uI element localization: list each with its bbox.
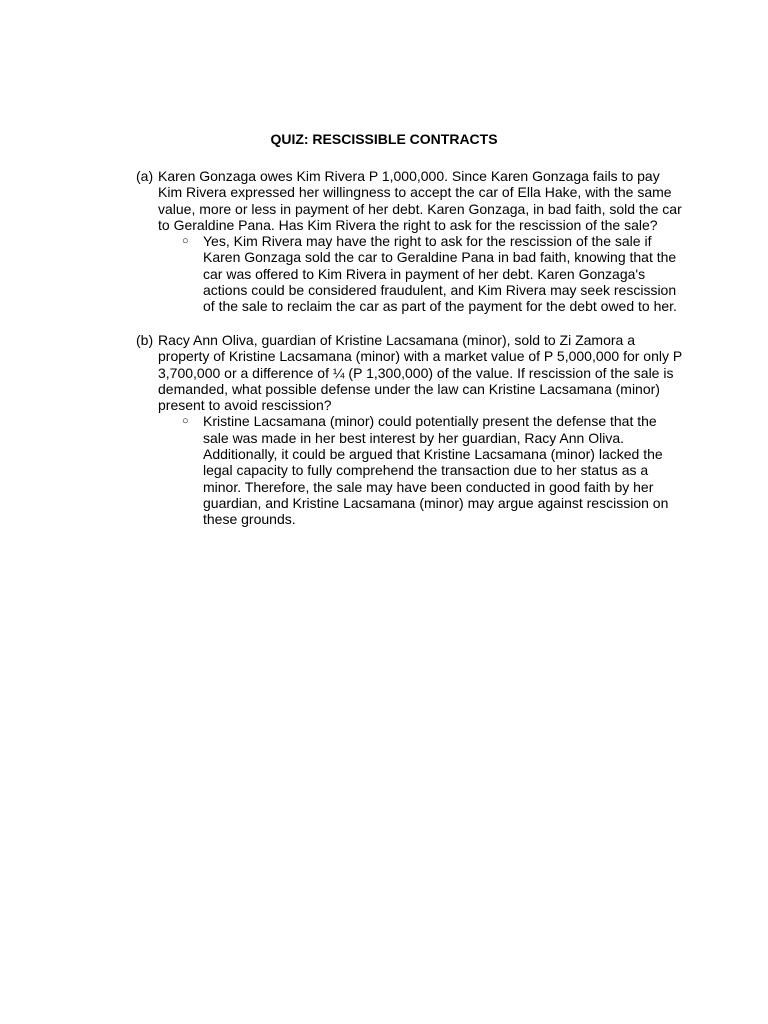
answer-a [182, 233, 696, 314]
question-b-row [136, 332, 696, 413]
answer-text: Yes, Kim Rivera may have the right to ask for the rescission of the sale if Karen Gonzaga sold the car to Geraldine Pana in bad faith, knowing that the car was offered to Kim Rivera in payment of her debt. Karen Gonzaga's actions could be considered fraudulent, and Kim Rivera may seek rescission of the sale to reclaim the car as part of the payment for the debt owed to her. [203, 233, 677, 315]
question-b [136, 332, 696, 528]
page-title: QUIZ: RESCISSIBLE CONTRACTS [270, 131, 498, 147]
question-marker: (a) [136, 168, 154, 184]
answer-text: Kristine Lacsamana (minor) could potentially present the defense that the sale was made in her best interest by her guardian, Racy Ann Oliva. Additionally, it could be argued that Kristine Lacsamana (minor) lacked the legal capacity to fully comprehend the transaction due to her status as a minor. Therefore, the sale may have been conducted in good faith by her guardian, and Kristine Lacsamana (minor) may argue against rescission on these grounds. [203, 413, 669, 528]
question-text: Karen Gonzaga owes Kim Rivera P 1,000,000. Since Karen Gonzaga fails to pay Kim Rivera expressed her willingness to accept the car of Ella Hake, with the same value, more or less in payment of her debt. Karen Gonzaga, in bad faith, sold the car to Geraldine Pana. Has Kim Rivera the right to ask for the rescission of the sale? [158, 168, 682, 233]
question-a [136, 168, 696, 315]
bullet-circle-icon: ○ [182, 235, 189, 248]
question-a-row [136, 168, 696, 233]
bullet-circle-icon: ○ [182, 415, 189, 428]
question-marker: (b) [136, 332, 154, 348]
question-text: Racy Ann Oliva, guardian of Kristine Lacsamana (minor), sold to Zi Zamora a property of Kristine Lacsamana (minor) with a market value of P 5,000,000 for only P 3,700,000 or a difference of ¼ (P 1,300,000) of the value. If rescission of the sale is demanded, what possible defense under the law can Kristine Lacsamana (minor) present to avoid rescission? [158, 332, 682, 414]
answer-b [182, 413, 696, 527]
